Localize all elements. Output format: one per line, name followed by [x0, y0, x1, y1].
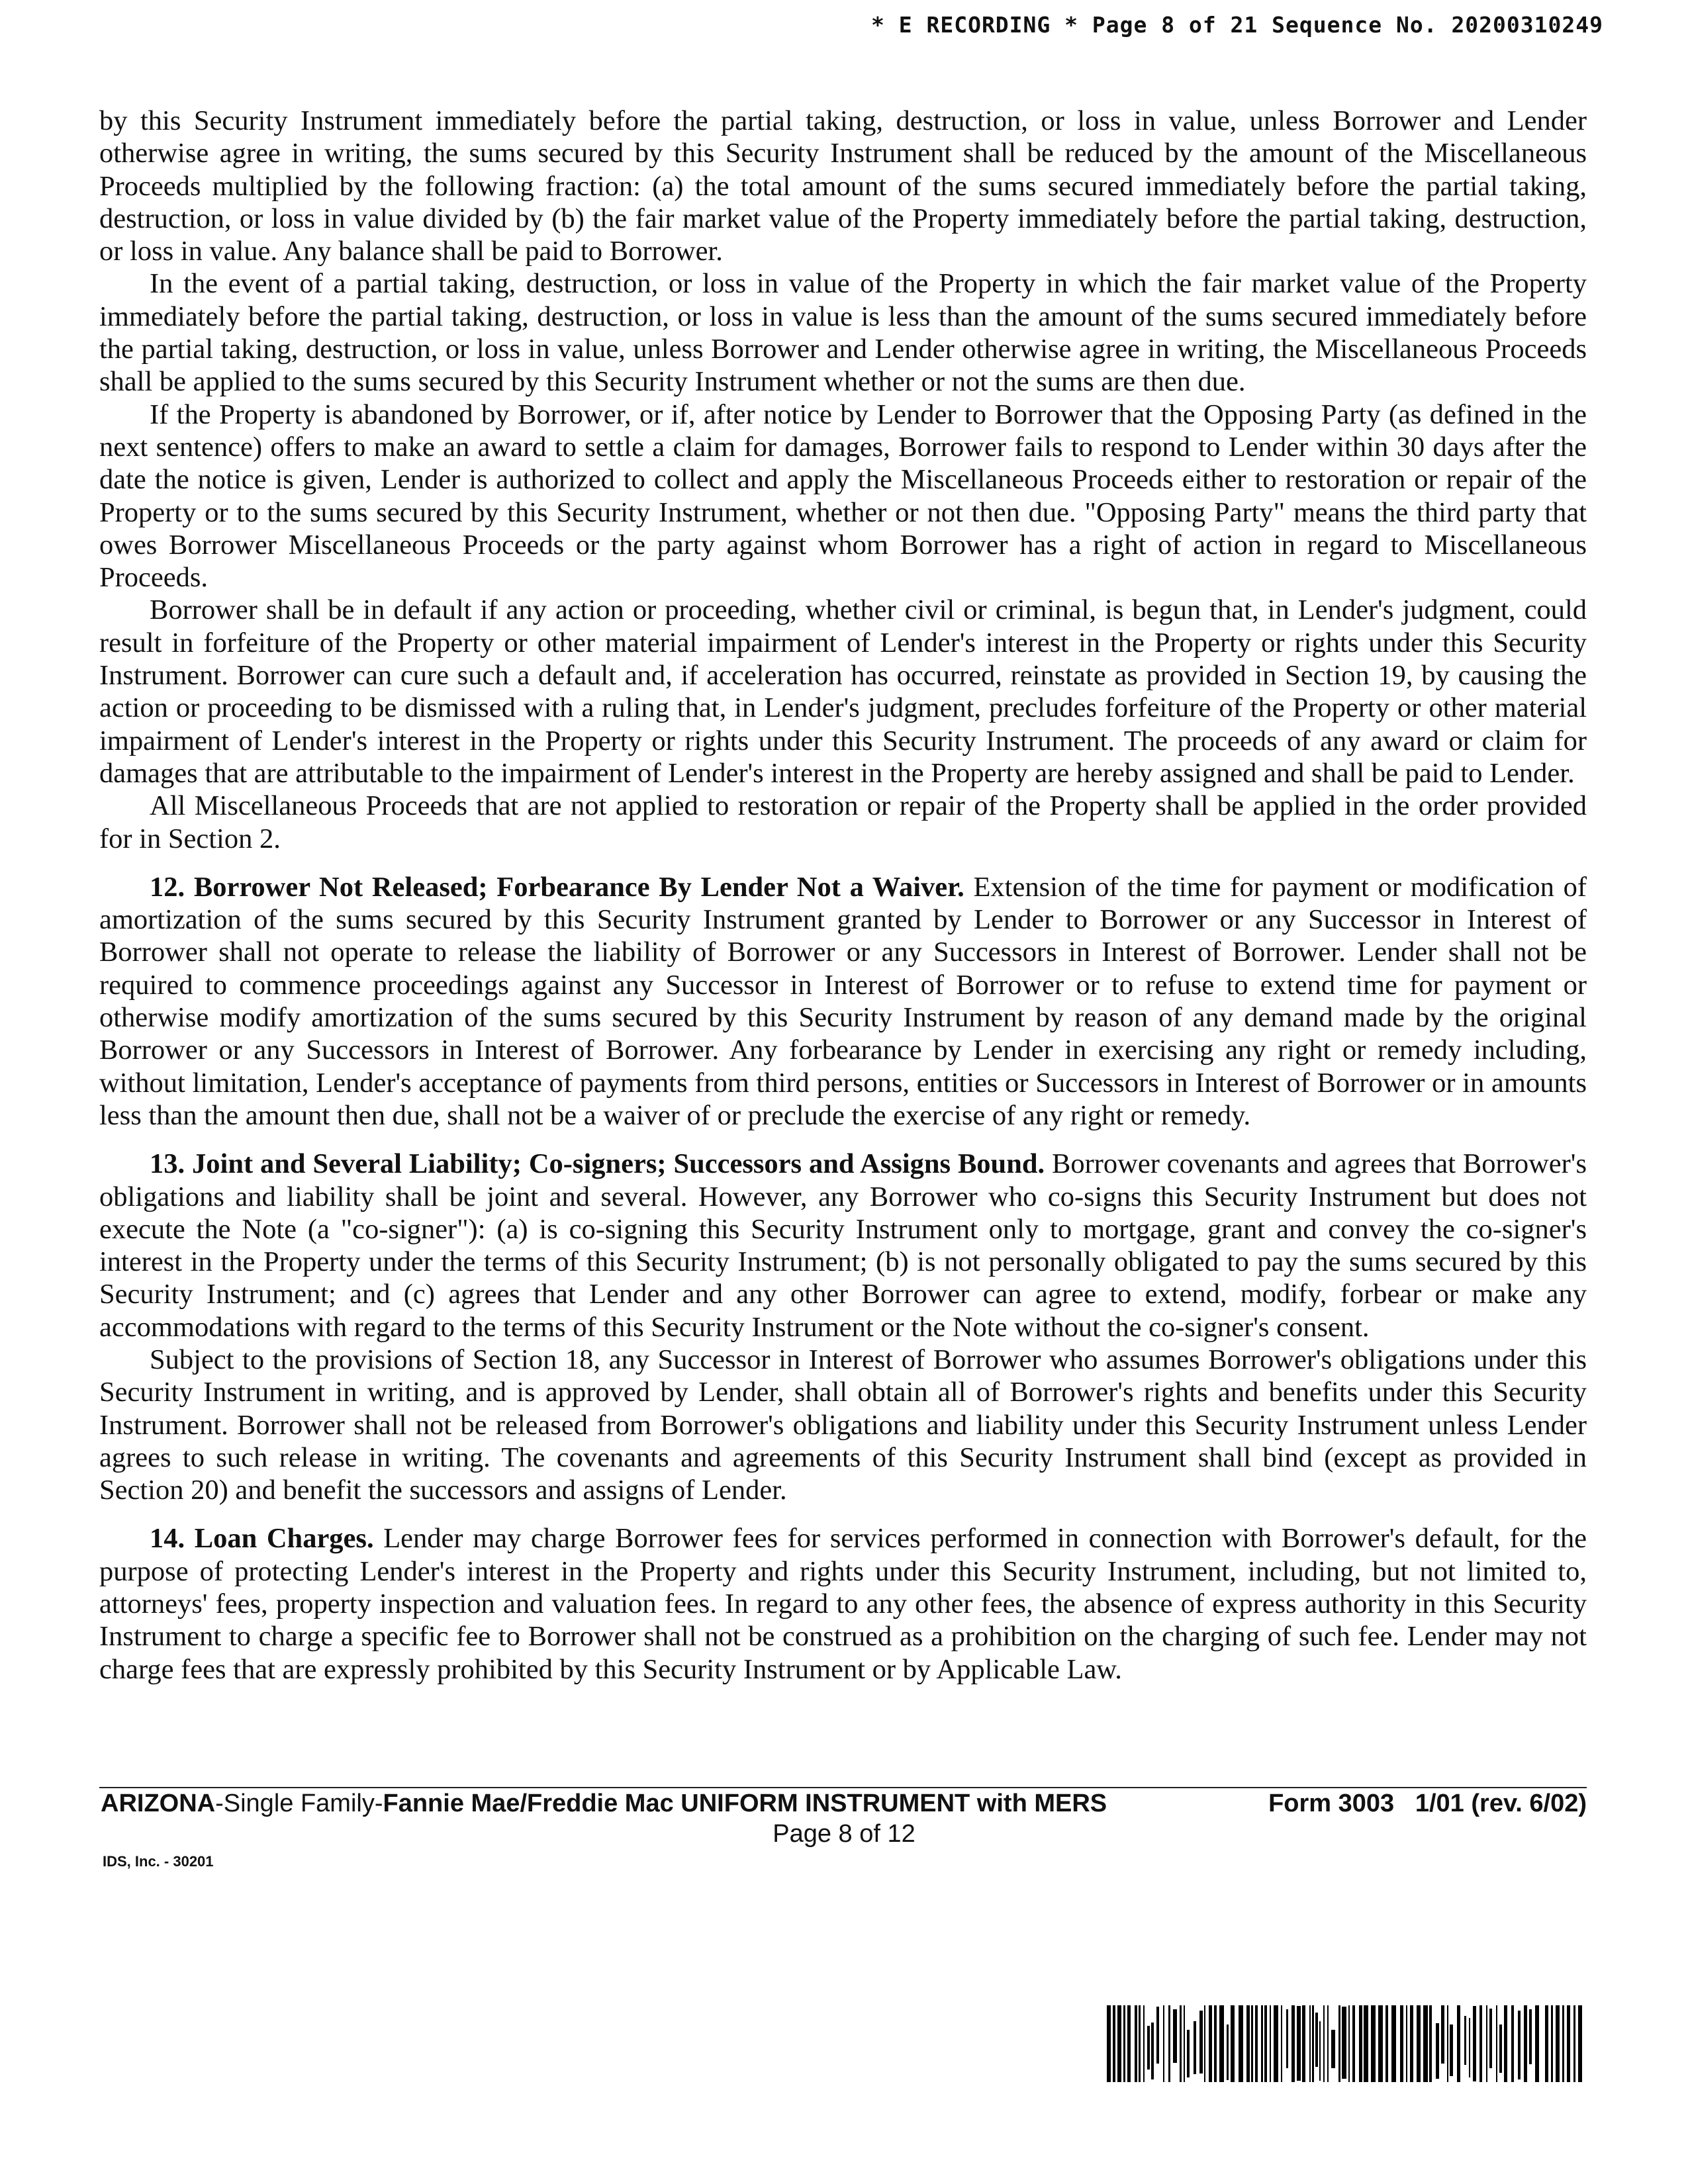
- paragraph-successors: Subject to the provisions of Section 18, any Successor in Interest of Borrower who assumes Borrower's obligations under this Security Instrument in writing, and is approved by Lender, shall obtain all of Borrower's rights and benefits under this Security Instrument. Borrower shall not be released from Borrower's obligations and liability under this Security Instrument unless Lender agrees to such release in writing. The covenants and agreements of this Security Instrument shall bind (except as provided in Section 20) and benefit the successors and assigns of Lender.: [99, 1343, 1587, 1506]
- footer-form-line: [101, 1790, 1587, 1819]
- paragraph-abandoned-property: If the Property is abandoned by Borrower, or if, after notice by Lender to Borrower that the Opposing Party (as defined in the next sentence) offers to make an award to settle a claim for damages, Borrower fails to respond to Lender within 30 days after the date the notice is given, Lender is authorized to collect and apply the Miscellaneous Proceeds either to restoration or repair of the Property or to the sums secured by this Security Instrument, whether or not then due. "Opposing Party" means the third party that owes Borrower Miscellaneous Proceeds or the party against whom Borrower has a right of action in regard to Miscellaneous Proceeds.: [99, 398, 1587, 594]
- section-12: [99, 871, 1587, 1132]
- footer-divider: [99, 1787, 1587, 1788]
- footer-instrument: Fannie Mae/Freddie Mac UNIFORM INSTRUMENT with MERS: [383, 1790, 1107, 1817]
- section-14-heading: 14. Loan Charges.: [150, 1523, 374, 1555]
- recording-header: * E RECORDING * Page 8 of 21 Sequence No. 20200310249: [871, 12, 1603, 38]
- footer-instrument-title: [101, 1790, 1107, 1819]
- footer-page-number: Page 8 of 12: [773, 1820, 915, 1848]
- document-body: [99, 105, 1587, 1686]
- section-13-heading: 13. Joint and Several Liability; Co-signers; Successors and Assigns Bound.: [150, 1148, 1045, 1180]
- footer-form-number: Form 3003 1/01 (rev. 6/02): [1268, 1790, 1587, 1817]
- section-13: [99, 1148, 1587, 1343]
- paragraph-partial-taking-less-value: In the event of a partial taking, destruction, or loss in value of the Property in which the fair market value of the Property immediately before the partial taking, destruction, or loss in value is less than the amount of the sums secured immediately before the partial taking, destruction, or loss in value, unless Borrower and Lender otherwise agree in writing, the Miscellaneous Proceeds shall be applied to the sums secured by this Security Instrument whether or not the sums are then due.: [99, 268, 1587, 398]
- section-14: [99, 1522, 1587, 1685]
- footer-state: ARIZONA: [101, 1790, 216, 1817]
- paragraph-borrower-default: Borrower shall be in default if any action or proceeding, whether civil or criminal, is begun that, in Lender's judgment, could result in forfeiture of the Property or other material impairment of Lender's interest in the Property or rights under this Security Instrument. Borrower can cure such a default and, if acceleration has occurred, reinstate as provided in Section 19, by causing the action or proceeding to be dismissed with a ruling that, in Lender's judgment, precludes forfeiture of the Property or other material impairment of Lender's interest in the Property or rights under this Security Instrument. The proceeds of any award or claim for damages that are attributable to the impairment of Lender's interest in the Property are hereby assigned and shall be paid to Lender.: [99, 594, 1587, 789]
- section-12-heading: 12. Borrower Not Released; Forbearance By Lender Not a Waiver.: [150, 871, 964, 903]
- paragraph-partial-taking-reduction: by this Security Instrument immediately before the partial taking, destruction, or loss in value, unless Borrower and Lender otherwise agree in writing, the sums secured by this Security Instrument shall be reduced by the amount of the Miscellaneous Proceeds multiplied by the following fraction: (a) the total amount of the sums secured immediately before the partial taking, destruction, or loss in value divided by (b) the fair market value of the Property immediately before the partial taking, destruction, or loss in value. Any balance shall be paid to Borrower.: [99, 105, 1587, 267]
- footer-vendor: IDS, Inc. - 30201: [103, 1853, 214, 1870]
- section-12-text: Extension of the time for payment or modification of amortization of the sums secured by this Security Instrument granted by Lender to Borrower or any Successor in Interest of Borrower shall not operate to release the liability of Borrower or any Successors in Interest of Borrower. Lender shall not be required to commence proceedings against any Successor in Interest of Borrower or to refuse to extend time for payment or otherwise modify amortization of the sums secured by this Security Instrument by reason of any demand made by the original Borrower or any Successors in Interest of Borrower. Any forbearance by Lender in exercising any right or remedy including, without limitation, Lender's acceptance of payments from third persons, entities or Successors in Interest of Borrower or in amounts less than the amount then due, shall not be a waiver of or preclude the exercise of any right or remedy.: [99, 871, 1587, 1131]
- barcode-image: [1107, 2005, 1582, 2082]
- footer-sep: -Single Family-: [215, 1790, 383, 1817]
- paragraph-misc-proceeds-order: All Miscellaneous Proceeds that are not applied to restoration or repair of the Property shall be applied in the order provided for in Section 2.: [99, 790, 1587, 854]
- section-13-text: Borrower covenants and agrees that Borrower's obligations and liability shall be joint and several. However, any Borrower who co-signs this Security Instrument but does not execute the Note (a "co-signer"): (a) is co-signing this Security Instrument only to mortgage, grant and convey the co-signer's interest in the Property under the terms of this Security Instrument; (b) is not personally obligated to pay the sums secured by this Security Instrument; and (c) agrees that Lender and any other Borrower can agree to extend, modify, forbear or make any accommodations with regard to the terms of this Security Instrument or the Note without the co-signer's consent.: [99, 1148, 1587, 1343]
- section-14-text: Lender may charge Borrower fees for services performed in connection with Borrower's default, for the purpose of protecting Lender's interest in the Property and rights under this Security Instrument, including, but not limited to, attorneys' fees, property inspection and valuation fees. In regard to any other fees, the absence of express authority in this Security Instrument to charge a specific fee to Borrower shall not be construed as a prohibition on the charging of such fee. Lender may not charge fees that are expressly prohibited by this Security Instrument or by Applicable Law.: [99, 1523, 1587, 1685]
